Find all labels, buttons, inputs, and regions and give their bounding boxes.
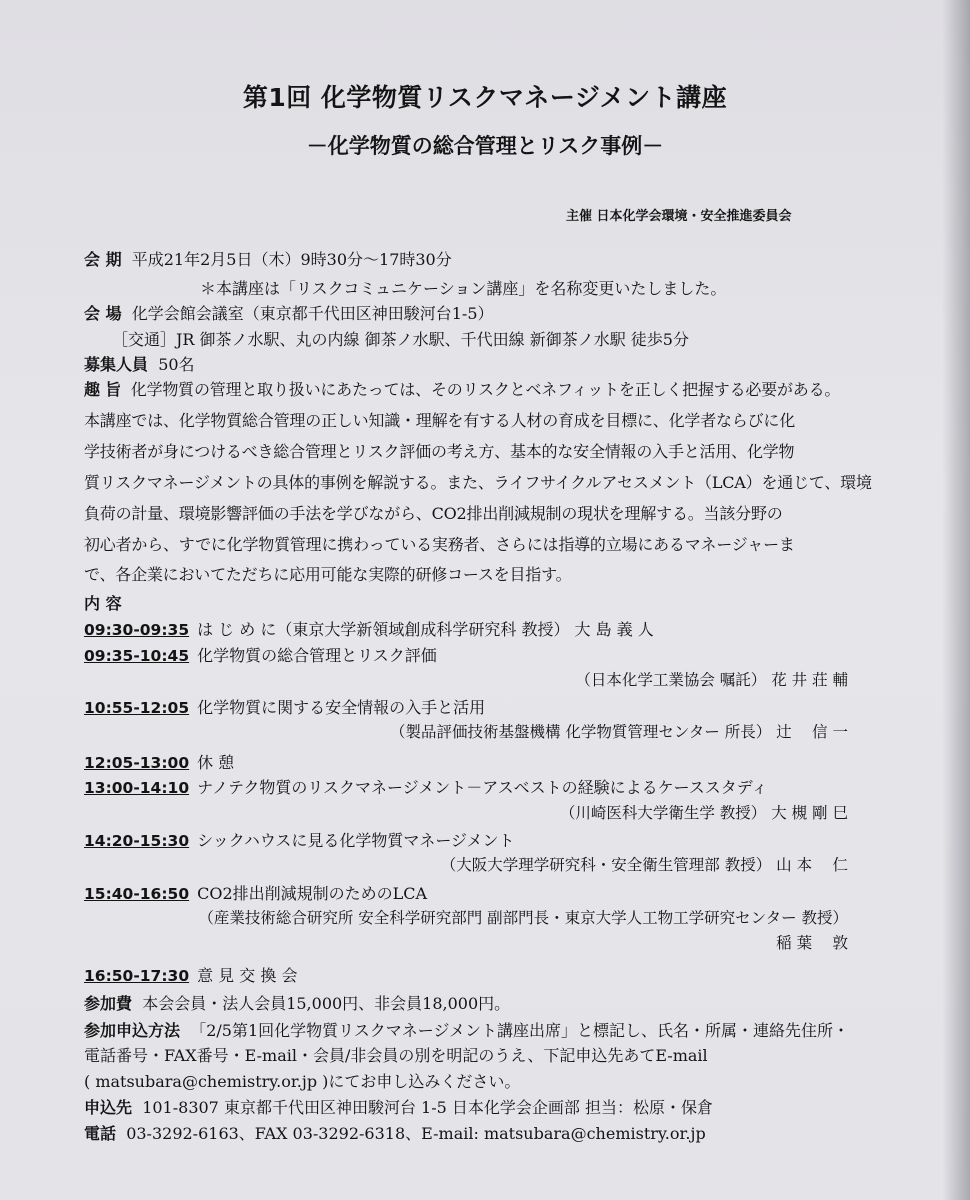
schedule-time: 15:40-16:50 [84, 885, 190, 903]
schedule-title: シックハウスに見る化学物質マネージメント [197, 831, 515, 850]
period-line [84, 250, 452, 270]
schedule-time: 13:00-14:10 [84, 779, 190, 797]
phone-value: 03-3292-6163、FAX 03-3292-6318、E-mail: matsubara@chemistry.or.jp [126, 1124, 706, 1143]
fee-label: 参加費 [84, 994, 133, 1013]
phone-label: 電話 [84, 1124, 117, 1143]
page-title: 第1回 化学物質リスクマネージメント講座 [242, 83, 728, 112]
apply-line-2: 電話番号・FAX番号・E-mail・会員/非会員の別を明記のうえ、下記申込先あてE-mail [84, 1046, 708, 1065]
fee-value: 本会会員・法人会員15,000円、非会員18,000円。 [142, 994, 511, 1013]
page-shadow-edge [942, 0, 970, 1200]
schedule-item [84, 831, 515, 851]
schedule-item [84, 753, 234, 773]
period-value: 平成21年2月5日（木）9時30分～17時30分 [131, 250, 452, 269]
phone-line [84, 1124, 706, 1144]
purpose-line-1 [84, 380, 840, 400]
schedule-speaker: （日本化学工業協会 嘱託） 花 井 荘 輔 [575, 671, 848, 689]
destination-label: 申込先 [84, 1098, 133, 1117]
schedule-speaker: （産業技術総合研究所 安全科学研究部門 副部門長・東京大学人工物工学研究センター 教授） [198, 909, 848, 927]
schedule-item [84, 966, 297, 986]
purpose-line-4: 質リスクマネージメントの具体的事例を解説する。また、ライフサイクルアセスメント（LCA）を通じて、環境 [84, 473, 872, 492]
organizer: 主催 日本化学会環境・安全推進委員会 [566, 209, 792, 224]
purpose-line-5: 負荷の計量、環境影響評価の手法を学びながら、CO2排出削減規制の現状を理解する。当該分野の [84, 504, 783, 523]
schedule-item [84, 646, 437, 666]
apply-line-3: ( matsubara@chemistry.or.jp )にてお申し込みください。 [84, 1072, 521, 1091]
schedule-time: 16:50-17:30 [84, 967, 190, 985]
schedule-item [84, 884, 427, 904]
purpose-label: 趣 旨 [84, 380, 121, 399]
schedule-time: 12:05-13:00 [84, 754, 190, 772]
page-subtitle: －化学物質の総合管理とリスク事例－ [306, 134, 664, 158]
fee-line [84, 994, 510, 1014]
schedule-item [84, 698, 485, 718]
schedule-speaker-name: 稲 葉 敦 [776, 934, 848, 952]
access-line: ［交通］JR 御茶ノ水駅、丸の内線 御茶ノ水駅、千代田線 新御茶ノ水駅 徒歩5分 [112, 330, 689, 349]
apply-text-1: 「2/5第1回化学物質リスクマネージメント講座出席」と標記し、氏名・所属・連絡先住所・ [190, 1021, 849, 1040]
venue-line [84, 304, 494, 324]
schedule-title: 化学物質に関する安全情報の入手と活用 [197, 698, 486, 717]
purpose-text-1: 化学物質の管理と取り扱いにあたっては、そのリスクとベネフィットを正しく把握する必要がある。 [130, 380, 841, 399]
destination-line [84, 1098, 713, 1118]
content-label: 内 容 [84, 594, 122, 613]
period-note: ＊本講座は「リスクコミュニケーション講座」を名称変更いたしました。 [200, 279, 727, 298]
destination-value: 101-8307 東京都千代田区神田駿河台 1-5 日本化学会企画部 担当：松原・保倉 [142, 1098, 713, 1117]
venue-label: 会 場 [84, 304, 122, 323]
schedule-speaker: （川崎医科大学衛生学 教授） 大 槻 剛 巳 [559, 804, 848, 822]
schedule-time: 09:35-10:45 [84, 647, 190, 665]
schedule-time: 10:55-12:05 [84, 699, 190, 717]
schedule-speaker: （大阪大学理学研究科・安全衛生管理部 教授） 山 本 仁 [440, 856, 848, 874]
period-label: 会 期 [84, 250, 122, 269]
venue-value: 化学会館会議室（東京都千代田区神田駿河台1-5） [131, 304, 494, 323]
schedule-time: 14:20-15:30 [84, 832, 190, 850]
purpose-line-2: 本講座では、化学物質総合管理の正しい知識・理解を有する人材の育成を目標に、化学者ならびに化 [84, 411, 796, 430]
purpose-line-6: 初心者から、すでに化学物質管理に携わっている実務者、さらには指導的立場にあるマネージャーま [84, 535, 795, 554]
schedule-title: 化学物質の総合管理とリスク評価 [197, 646, 437, 665]
schedule-title: は じ め に（東京大学新領域創成科学研究科 教授） 大 島 義 人 [197, 620, 654, 639]
schedule-title: 休 憩 [197, 753, 235, 772]
capacity-label: 募集人員 [84, 355, 149, 374]
purpose-line-7: で、各企業においてただちに応用可能な実際的研修コースを目指す。 [84, 565, 572, 584]
capacity-value: 50名 [158, 355, 195, 374]
schedule-item [84, 778, 768, 798]
capacity-line [84, 355, 195, 375]
apply-label: 参加申込方法 [84, 1021, 181, 1040]
schedule-title: ナノテク物質のリスクマネージメント－アスベストの経験によるケーススタディ [197, 778, 768, 797]
schedule-item [84, 620, 654, 640]
schedule-title: CO2排出削減規制のためのLCA [197, 884, 428, 903]
schedule-title: 意 見 交 換 会 [197, 966, 298, 985]
schedule-speaker: （製品評価技術基盤機構 化学物質管理センター 所長） 辻 信 一 [389, 723, 848, 741]
apply-line-1 [84, 1021, 849, 1041]
purpose-line-3: 学技術者が身につけるべき総合管理とリスク評価の考え方、基本的な安全情報の入手と活用、化学物 [84, 442, 795, 461]
schedule-time: 09:30-09:35 [84, 621, 190, 639]
